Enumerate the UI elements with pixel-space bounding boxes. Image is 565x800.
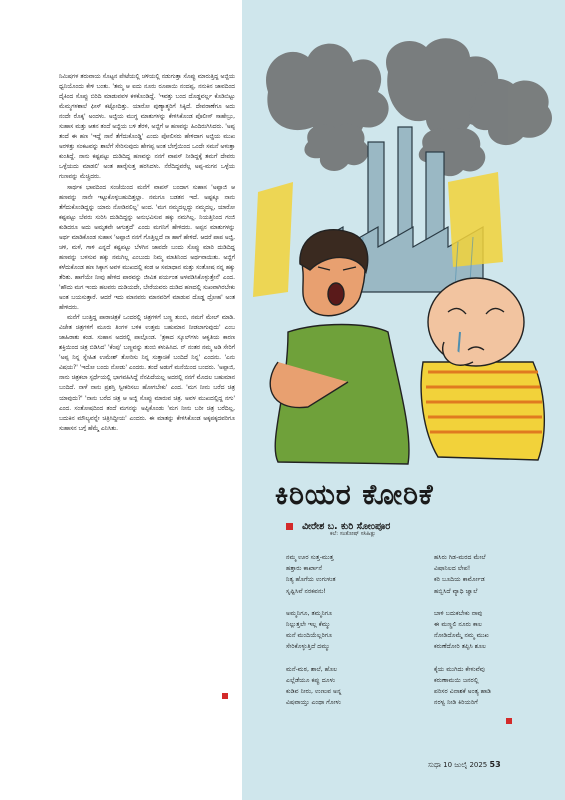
issue-date: 10 ಜುಲೈ 2025 [443,761,488,769]
poem-line: ನರಳ್ವ ನೀಡಿ ಕಿರಿಯರಿಗೆ [434,699,478,707]
poem-line: ಪರಿಸರ ವಿನಾಶಕೆ ಅಂತ್ಯ ಹಾಡಿ [434,688,492,696]
author-name: ವೀರೇಶ ಬ. ಕುರಿ ಸೋಂಪೂರ [302,521,391,532]
poem-column-right [434,552,559,719]
poem-line: ಕುಡಿವ ನೀರು, ಉಣುವ ಅನ್ನ [286,688,342,696]
poem-stanza [434,664,559,709]
poem-line: ಈ ಮಣ್ಣಲಿ ನೂರು ಕಾಲ [434,621,482,629]
story-paragraph: ಮನೆಗೆ ಬಂತ್ತಿದ್ದ ಪಾರಾಚಿತ್ರಕೆ ಒಂದರಲ್ಲಿ ಚಿತ್ರಗಳಿಗೆ ಬಣ್ಣ ತುಂಬಿ, ನಮಗೆ ಮೇಲ್ ಮಾಡಿ. ವಿಜೇತ ಚಿತ್ರಗಳಿಗೆ ಮೂರು ತಿಂಗಳ ಬಳಿಕ ಉತ್ತಮ ಬಹುಮಾನ ನೀಡಲಾಗುವುದು' ಎಂಬ ಜಾಹಿರಾತು ಕಂಡ. ಸುಹಾಸ ಅದರಲ್ಲಿ ಪಾಲ್ಗೊಂಡ. 'ತ್ರಕಾದ ಸ್ಕೂಲ್‌ಗಳು ಆಕೃತಿಯ ಕಾರಣ ಶಕ್ತಿಯಿಂದ ಚಿತ್ರ ಬಿಡಿಸಿದ' 'ಕೆಂಪು' ಬಣ್ಣವನ್ನು ತುಂಬಿ ಕಳುಹಿಸಿದ. ನ್ ನಂತರ ನಮ್ಮ ಅಡಿ ಸೇರಿಗೆ 'ಅಪ್ಪ ನಿನ್ನ ಸ್ನೇಹಿತ ಉಮೇಶ್ ತೋರಿಸು ನಿನ್ನ ಸುತ್ತಾಚಿಕೆ ಬಂದಿದೆ ನಿನ್ನ' ಎಂದನು. 'ಎನು ವಿಷಯ?' 'ಇದೋ ಬಂದು ನೋಡು' ಎಂದರು. ತಂದೆ ಅಡುಗೆ ಮನೆಯಿಂದ ಬಂದರು. 'ಅಪ್ಪಾಜಿ, ನಾನು ಚಿತ್ರಕಲಾ ಸ್ಪರ್ಧೆಯಲ್ಲಿ ಭಾಗವಹಿಸಿದ್ದೆ ನೆನಪಿದೆಯಲ್ಲ ಅದರಲ್ಲಿ ನನಗೆ ಮೊದಲ ಬಹುಮಾನ ಬಂದಿದೆ. ನಾಳೆ ನಾನು ಪ್ರಶಸ್ತಿ ಸ್ವೀಕರಿಸಲು ಹೋಗಬೇಕು' ಎಂದ. 'ಮಗ ನೀನು ಬರೆದ ಚಿತ್ರ ಯಾವುದು?' 'ನಾನು ಬರೆದ ಚಿತ್ರ ಆ ಅಜ್ಜಿ ಸೊಪ್ಪು ಮಾರುವ ಚಿತ್ರ. ಅವಳ ಮುಖದಲ್ಲಿದ್ದ ನಗು' ಎಂದ. ಸಂತೋಷದಿಂದ ತಂದೆ ಮಗನನ್ನು ಅಪ್ಪಿಕೊಂಡು 'ಮಗ ನೀನು ಬರೀ ಚಿತ್ರ ಬರೆದಿಲ್ಲ, ಬದುಕಿನ ಮೌಲ್ಯವನ್ನೇ ಚಿತ್ರಿಸಿದ್ದೀಯ' ಎಂದರು. ಈ ಮಾತನ್ನು ಕೇಳಿಸಿಕೊಂಡ ಅಕ್ಕಪಕ್ಕದವರಿಗೂ ಸುಹಾಸನ ಬಗ್ಗೆ ಹೆಮ್ಮೆ ಎನಿಸಿತು. [59,315,235,432]
illustration-credit: ಕಲೆ: ಸಂತೋಷ್ ಸಸಿಹಿತ್ಲು [330,531,376,537]
poem-line: ನಮ್ಮ ಊರ ಸುತ್ತ-ಮುತ್ತ [286,554,334,561]
poem-line: ಮನೆ ಮಂದಿಯೆಲ್ಲರಿಗೂ [286,632,333,640]
poem-line: ಎಲ್ಲೆಡೆಯೂ ಕಪ್ಪು ದೂಳು [286,676,336,684]
poem-line: ಸೃಷ್ಟಿಸಿವೆ ನರಕವನು! [286,587,326,595]
story-paragraph: ಸಾರ್ಥಕ ಭಾವದಿಂದ ಸಂಜೆಯಿಂದ ಮನೆಗೆ ವಾಪಸ್ ಬಂದಾಗ ಸುಹಾಸ 'ಅಪ್ಪಾಜಿ ಆ ಹಣವನ್ನು ನಾನೇ ಇಟ್ಟುಕೊಳ್ಳಬಹುದಿತ್ತಲ್ಲಾ. ನಮಗೂ ಬಡತನ ಇದೆ. ಅಷ್ಟಕ್ಕೂ ನಾನು ತೆಗೆದುಕೊಂಡಿದ್ದನ್ನು ಯಾರು ನೋಡಿರಲಿಲ್ಲ' ಅಂದ. 'ಮಗ ನಮ್ಮದಲ್ಲದ್ದು ನಮ್ಮದಲ್ಲ, ಯಾರೋ ಕಷ್ಟಪಟ್ಟು ಬೆವರು ಸುರಿಸಿ ದುಡಿದಿದ್ದನ್ನು ಅನುಭವಿಸುವ ಹಕ್ಕು ನಮಗಿಲ್ಲ. ನಿಯತ್ತಿನಿಂದ ಗಂಜಿ ಕುಡಿದರೂ ಅದು ಅಮೃತವೇ ಆಗುತ್ತದೆ' ಎಂದು ಮಗನಿಗೆ ಹೇಳಿದರು. ಅಪ್ಪನ ಮಾತುಗಳನ್ನು ಅರ್ಥ ಮಾಡಿಕೊಂಡ ಸುಹಾಸ 'ಅಪ್ಪಾಜಿ ನನಗೆ ಗೊತ್ತಿಲ್ಲದೆ ನಾ ಹಾಗೆ ಹೇಳಿದೆ. ಆದರೆ ಪಾಪ ಅಜ್ಜಿ, ಚಳಿ, ಮಳೆ, ಗಾಳಿ ಎನ್ನದೆ ಕಷ್ಟಪಟ್ಟು ಬೆಳಗಿನ ಜಾವದೇ ಬಂದು ಸೊಪ್ಪು ಮಾರಿ ದುಡಿದಿದ್ದ ಹಣವನ್ನು ಬಳಸುವ ಹಕ್ಕು ನಮಗಿಲ್ಲ ಎಂಬುದು ನಿಮ್ಮ ಮಾತಿನಿಂದ ಅರ್ಥವಾಯಿತು. ಅಜ್ಜಿಗೆ ಕಳೆದುಕೊಂಡ ಹಣ ಸಿಕ್ಕಾಗ ಅವಳ ಮುಖದಲ್ಲಿ ಕಂಡ ಆ ಸಮಾಧಾನ ಮತ್ತು ಸಂತೋಷ ನನ್ನ ಹಕ್ಕು ತೆರಿತು. ಹಾಗೆಯೇ ನೀವು ಹೇಳಿದ ಪಾಠವನ್ನು ಜೀವಿತ ಪರ್ಯಂತ ಅಳವಡಿಸಿಕೊಳ್ಳುತ್ತೇನೆ' ಎಂದ. 'ಹೌದು ಮಗ ಇಂದು ಹಲವರು ದುಡಿಯದೇ, ಬೇರೆಯವರು ದುಡಿದ ಹಣದಲ್ಲಿ ಸುಖವಾಗಿರಬೇಕು ಅಂತ ಬಯಸುತ್ತಾರೆ. ಆದರೆ ಇದು ಮಾನವರು ಮಾನವರಿಗೆ ಮಾಡುವ ದೊಡ್ಡ ದ್ರೋಹ' ಅಂತ ಹೇಳಿದರು. [59,184,235,312]
pollution-illustration [248,32,560,477]
poem-line: ಹಬ್ಬಿಸಿದೆ ವ್ಯಾಧಿ ಜ್ವಾಲೆ [434,587,478,595]
poem-line: ಕೈಯ ಮುಗಿದು ಕೇಳುವೆವು [434,665,485,673]
poem-stanza [434,608,559,653]
poem-line: ನೋಡಿದೊಮ್ಮೆ ನಮ್ಮ ಮುಖ [434,632,489,640]
poem-line: ಕರುಣೆದೋರಿ ತಪ್ಪಿಸಿ ಶೂಲ [434,643,487,651]
poem-stanza [286,552,416,597]
poem-stanza [434,552,559,597]
poem-line: ಅಮ್ಮನಿಗೂ, ತಮ್ಮನಿಗೂ [286,609,333,617]
story-paragraph: ನಿಮಿಷಗಳ ತರುವಾಯ ಸೊಟ್ಟನ ಪೇಟೆಯಲ್ಲಿ ಚಳಿಯಲ್ಲಿ ನಡುಗುತ್ತಾ ಸೊಪ್ಪು ಮಾರುತ್ತಿದ್ದ ಅಜ್ಜಿಯ ಧ್ವನಿಯೊಂದು ಕೇಳಿ ಬಂತು. 'ತಮ್ಮ ಆ ಐದು ನೂರು ರೂಪಾಯಿ ನಂದಪ್ಪ, ನನುಕಿನ ಜಾವದಿಂದ ದೈಕಿಂದ ಸೊಪ್ಪು ಬಿರಿದಿ ಮಾಡುವವಳ ಕಳಕೊಂಡಿದ್ದೆ. 'ಇವತ್ತು ಬಂದ ದೊಡ್ಡವರ್ಲ್ಲ ಕೊಡಿಬಿಟ್ಟು ಮೆಮ್ಮಗಳಶಾಲೆ ಫೀಸ್ ಕಟ್ಟೋದಿತ್ತು. ಯಾರೋ ಪುಣ್ಯಾತ್ಮರಿಗೆ ಸಿಕ್ಕಿದೆ. ದೇವರಾಣೆಗೂ ಅದು ನಂದೇ ರೊಕ್ಕ' ಅಂದಳು. ಅಜ್ಜಿಯ ಮುಗ್ಧ ಮಾತುಗಳನ್ನು ಕೇಳಿಸಿಕೊಂಡ ಪೊಲೀಸ್ ಸಾಹೇಬ್ರು, ಸುಹಾಸ ಮತ್ತು ಆತನ ತಂದೆ ಅಜ್ಜಿಯ ಬಳಿ ತೆರಳಿ, ಅಜ್ಜಿಗೆ ಆ ಹಣವನ್ನು ಹಿಂದಿರುಗಿಸಿದರು. 'ಅಪ್ಪ ತಂದೆ ಈ ಹಣ 'ಇದ್ದೆ ನಾನೆ ತೆಗೆದುಕೊಂಡ್ಡಿ' ಎಂದು ಪೋಲಿಸರು ಹೇಳಿದಾಗ ಅಜ್ಜಿಯ ಮುಖ ಅರಳಿತ್ತು ಸಂಕಟವನ್ನು ಶಾಲೆಗೆ ಸೇರಿಸುವುದು ಹೇಗಪ್ಪ ಅಂತ ಬೇಗ್ಗೆಯಿಂದ ಒಂದೇ ಸಮನೆ ಅಳುತ್ತಾ ಕುಂತಿದ್ದೆ. ನಾನು ಕಷ್ಟಪಟ್ಟು ದುಡಿದಿದ್ದ ಹಣವನ್ನು ನನಗೆ ವಾಪಸ್ ನೀಡಿದ್ದಕ್ಕೆ ತಮಗೆ ದೇವರು ಒಳ್ಳೆಯದು ಮಾಡಲಿ' ಅಂತ ಹಾರೈಸುತ್ತ ಹರಸಿದಳು. ನೆರೆದಿದ್ದವರೆಲ್ಲ ಅಪ್ಪ-ಮಗನ ಒಳ್ಳೆಯ ಗುಣವನ್ನು ಮೆಚ್ಚಿದರು. [59,74,235,181]
boy-figure [421,278,544,460]
byline-marker [286,523,293,530]
poem-line: ಬಾಳಿ ಬದುಕಬೇಕು ನಾವು [434,609,483,617]
poem-end-mark [506,718,512,724]
poem-line: ವಿಷಾನಿಲದ ಲೇಪ! [434,565,471,573]
poem-line: ಕರಿ ಬೂದಿಯ ಕಾರ್ಮೋಡ [434,576,485,584]
story-end-mark [222,693,228,699]
poem-line: ವಿಷವಾಯ್ತು ಎಂಥಾ ಗೋಳು [286,699,341,707]
poem-column-left [286,552,416,719]
page-footer [428,760,501,770]
page-number: 53 [489,760,501,769]
poem-line: ಹತ್ತಾರು ಕಾರ್ಖಾನೆ [286,565,323,573]
poem-line: ನಿಲ್ಲುತ್ತಲೇ ಇಲ್ಲ ಕೆಮ್ಮು [286,621,331,629]
poem-line: ಸೇರಿಕೊಳ್ಳುತ್ತಿದೆ ದಮ್ಮು [286,643,330,651]
poem-line: ಕರುಣಾಮಯಿ ಜನರಲ್ಲಿ [434,676,479,684]
poem-line: ಹಸಿರು ಗಿಡ-ಮರದ ಮೇಲೆ [434,554,486,561]
story-text [59,72,235,684]
poem-line: ಮನೆ-ಮಠ, ಶಾಲೆ, ಹೊಲ [286,665,338,673]
magazine-name: ಸುಧಾ [428,761,441,769]
poem-stanza [286,664,416,709]
poem-line: ನಿತ್ಯ ಹೊಗೆಯ ಉಗುಳುತ [286,576,336,584]
poem-title: ಕಿರಿಯರ ಕೋರಿಕೆ [275,478,434,511]
byline-row [286,516,546,535]
poem-stanza [286,608,416,653]
